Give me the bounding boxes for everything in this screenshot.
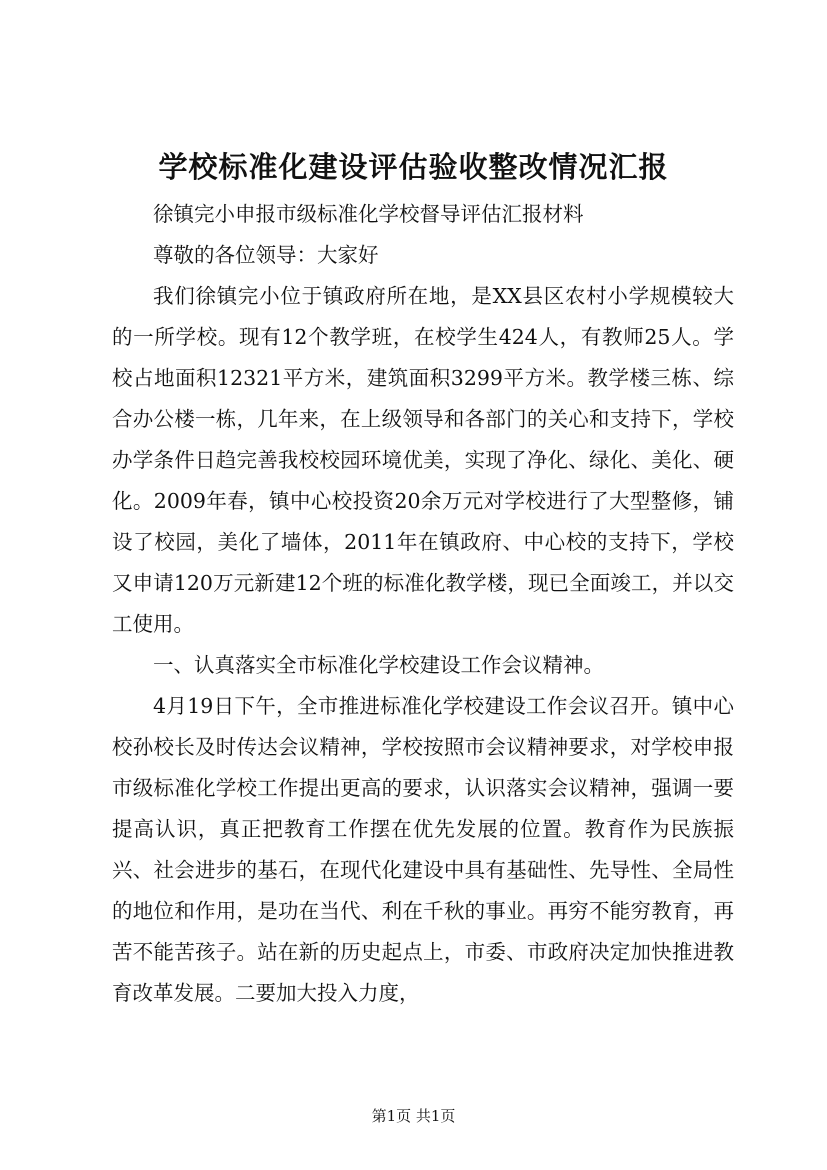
greeting-paragraph: 尊敬的各位领导：大家好: [153, 243, 379, 267]
page-number-footer: 第1页 共1页: [371, 1107, 456, 1125]
section-heading-1: 一、认真落实全市标准化学校建设工作会议精神。: [153, 653, 604, 677]
document-title: 学校标准化建设评估验收整改情况汇报: [158, 150, 669, 184]
document-body: [112, 194, 734, 1014]
section-1-paragraph: 4月19日下午，全市推进标准化学校建设工作会议召开。镇中心校孙校长及时传达会议精神，学校按照市会议精神要求，对学校申报市级标准化学校工作提出更高的要求，认识落实会议精神，强调一要提高认识，真正把教育工作摆在优先发展的位置。教育作为民族振兴、社会进步的基石，在现代化建设中具有基础性、先导性、全局性的地位和作用，是功在当代、利在千秋的事业。再穷不能穷教育，再苦不能苦孩子。站在新的历史起点上，市委、市政府决定加快推进教育改革发展。二要加大投入力度，: [112, 694, 734, 1005]
intro-paragraph: 我们徐镇完小位于镇政府所在地，是XX县区农村小学规模较大的一所学校。现有12个教学班，在校学生424人，有教师25人。学校占地面积12321平方米，建筑面积3299平方米。教学楼三栋、综合办公楼一栋，几年来，在上级领导和各部门的关心和支持下，学校办学条件日趋完善我校校园环境优美，实现了净化、绿化、美化、硬化。2009年春，镇中心校投资20余万元对学校进行了大型整修，铺设了校园，美化了墙体，2011年在镇政府、中心校的支持下，学校又申请120万元新建12个班的标准化教学楼，现已全面竣工，并以交工使用。: [112, 284, 734, 636]
subtitle-paragraph: 徐镇完小申报市级标准化学校督导评估汇报材料: [153, 202, 584, 226]
